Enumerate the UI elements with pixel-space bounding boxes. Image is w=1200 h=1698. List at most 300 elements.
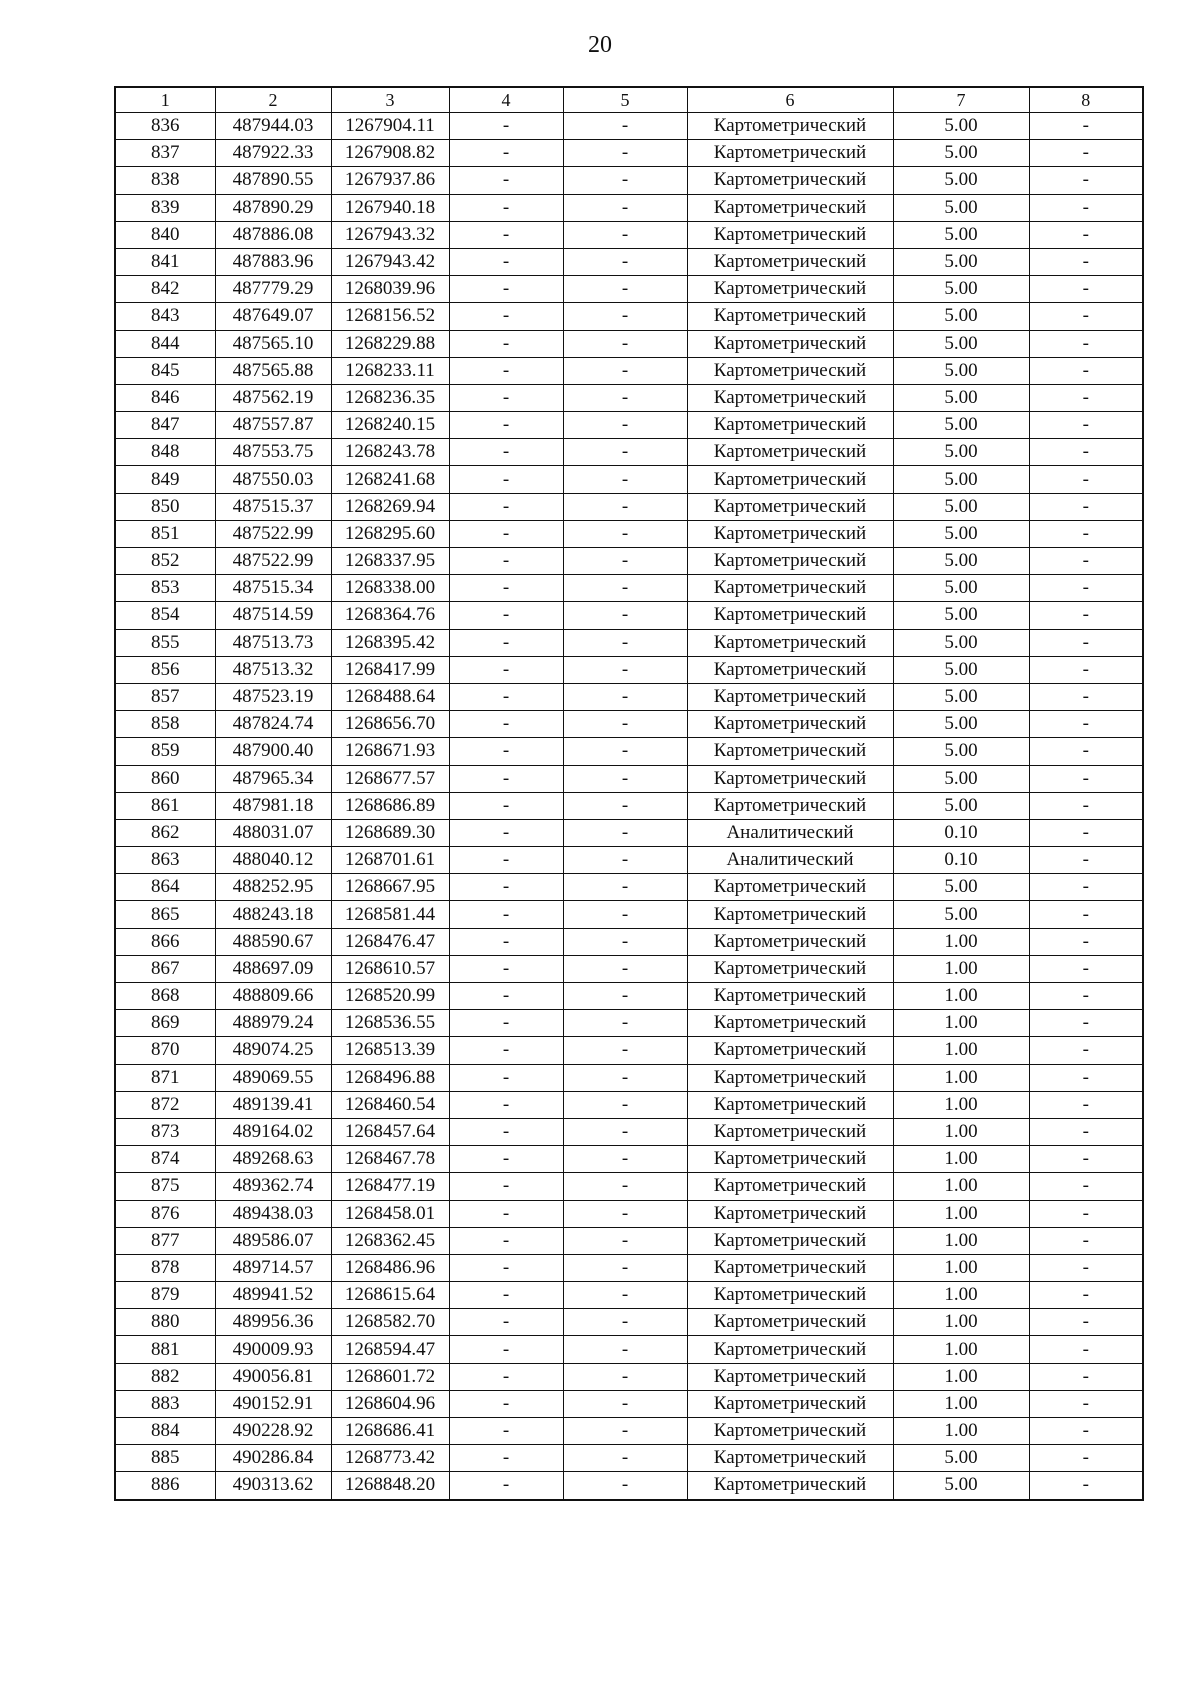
- column-5-cell: -: [563, 221, 687, 248]
- column-5-cell: -: [563, 955, 687, 982]
- point-number-cell: 870: [115, 1037, 215, 1064]
- accuracy-cell: 5.00: [893, 656, 1029, 683]
- x-coordinate-cell: 490228.92: [215, 1418, 331, 1445]
- accuracy-cell: 1.00: [893, 1363, 1029, 1390]
- x-coordinate-cell: 490286.84: [215, 1445, 331, 1472]
- column-5-cell: -: [563, 439, 687, 466]
- column-4-cell: -: [449, 901, 563, 928]
- column-4-cell: -: [449, 928, 563, 955]
- column-8-cell: -: [1029, 1445, 1143, 1472]
- column-4-cell: -: [449, 1282, 563, 1309]
- column-5-cell: -: [563, 466, 687, 493]
- y-coordinate-cell: 1268520.99: [331, 983, 449, 1010]
- table-row: [115, 412, 1143, 439]
- method-cell: Картометрический: [687, 221, 893, 248]
- accuracy-cell: 1.00: [893, 1173, 1029, 1200]
- accuracy-cell: 5.00: [893, 412, 1029, 439]
- column-8-cell: -: [1029, 276, 1143, 303]
- table-row: [115, 1336, 1143, 1363]
- column-4-cell: -: [449, 1064, 563, 1091]
- column-5-cell: -: [563, 1390, 687, 1417]
- y-coordinate-cell: 1268477.19: [331, 1173, 449, 1200]
- accuracy-cell: 1.00: [893, 1010, 1029, 1037]
- x-coordinate-cell: 489139.41: [215, 1091, 331, 1118]
- accuracy-cell: 1.00: [893, 1118, 1029, 1145]
- table-row: [115, 901, 1143, 928]
- y-coordinate-cell: 1268240.15: [331, 412, 449, 439]
- table-row: [115, 384, 1143, 411]
- table-row: [115, 493, 1143, 520]
- column-8-cell: -: [1029, 1173, 1143, 1200]
- method-cell: Аналитический: [687, 819, 893, 846]
- method-cell: Картометрический: [687, 330, 893, 357]
- column-4-cell: -: [449, 1227, 563, 1254]
- x-coordinate-cell: 487824.74: [215, 711, 331, 738]
- column-5-cell: -: [563, 1418, 687, 1445]
- accuracy-cell: 1.00: [893, 1309, 1029, 1336]
- y-coordinate-cell: 1268686.41: [331, 1418, 449, 1445]
- table-row: [115, 1118, 1143, 1145]
- y-coordinate-cell: 1268156.52: [331, 303, 449, 330]
- table-row: [115, 1146, 1143, 1173]
- table-row: [115, 303, 1143, 330]
- method-cell: Картометрический: [687, 1064, 893, 1091]
- point-number-cell: 862: [115, 819, 215, 846]
- column-4-cell: -: [449, 711, 563, 738]
- column-8-cell: -: [1029, 1200, 1143, 1227]
- accuracy-cell: 0.10: [893, 819, 1029, 846]
- point-number-cell: 874: [115, 1146, 215, 1173]
- accuracy-cell: 5.00: [893, 683, 1029, 710]
- table-row: [115, 439, 1143, 466]
- y-coordinate-cell: 1268229.88: [331, 330, 449, 357]
- point-number-cell: 855: [115, 629, 215, 656]
- y-coordinate-cell: 1268594.47: [331, 1336, 449, 1363]
- point-number-cell: 840: [115, 221, 215, 248]
- point-number-cell: 881: [115, 1336, 215, 1363]
- table-row: [115, 466, 1143, 493]
- table-row: [115, 819, 1143, 846]
- method-cell: Картометрический: [687, 1472, 893, 1500]
- column-5-cell: -: [563, 711, 687, 738]
- column-4-cell: -: [449, 548, 563, 575]
- point-number-cell: 876: [115, 1200, 215, 1227]
- point-number-cell: 885: [115, 1445, 215, 1472]
- column-8-cell: -: [1029, 1146, 1143, 1173]
- x-coordinate-cell: 490313.62: [215, 1472, 331, 1500]
- x-coordinate-cell: 489956.36: [215, 1309, 331, 1336]
- method-cell: Картометрический: [687, 1336, 893, 1363]
- x-coordinate-cell: 488252.95: [215, 874, 331, 901]
- column-5-cell: -: [563, 629, 687, 656]
- point-number-cell: 860: [115, 765, 215, 792]
- table-row: [115, 602, 1143, 629]
- column-5-cell: -: [563, 194, 687, 221]
- method-cell: Картометрический: [687, 901, 893, 928]
- x-coordinate-cell: 489074.25: [215, 1037, 331, 1064]
- table-row: [115, 1010, 1143, 1037]
- point-number-cell: 865: [115, 901, 215, 928]
- column-5-cell: -: [563, 1309, 687, 1336]
- x-coordinate-cell: 487553.75: [215, 439, 331, 466]
- x-coordinate-cell: 489714.57: [215, 1254, 331, 1281]
- column-4-cell: -: [449, 792, 563, 819]
- accuracy-cell: 1.00: [893, 1227, 1029, 1254]
- method-cell: Картометрический: [687, 602, 893, 629]
- x-coordinate-cell: 489438.03: [215, 1200, 331, 1227]
- column-4-cell: -: [449, 384, 563, 411]
- x-coordinate-cell: 489069.55: [215, 1064, 331, 1091]
- column-8-cell: -: [1029, 1010, 1143, 1037]
- column-5-cell: -: [563, 819, 687, 846]
- column-4-cell: -: [449, 1091, 563, 1118]
- point-number-cell: 883: [115, 1390, 215, 1417]
- table-row: [115, 1445, 1143, 1472]
- point-number-cell: 845: [115, 357, 215, 384]
- method-cell: Картометрический: [687, 1200, 893, 1227]
- y-coordinate-cell: 1267940.18: [331, 194, 449, 221]
- column-4-cell: -: [449, 1010, 563, 1037]
- method-cell: Картометрический: [687, 248, 893, 275]
- x-coordinate-cell: 487550.03: [215, 466, 331, 493]
- method-cell: Аналитический: [687, 847, 893, 874]
- y-coordinate-cell: 1268236.35: [331, 384, 449, 411]
- column-8-cell: -: [1029, 955, 1143, 982]
- y-coordinate-cell: 1268395.42: [331, 629, 449, 656]
- column-5-cell: -: [563, 765, 687, 792]
- accuracy-cell: 1.00: [893, 1091, 1029, 1118]
- point-number-cell: 841: [115, 248, 215, 275]
- method-cell: Картометрический: [687, 194, 893, 221]
- column-5-cell: -: [563, 384, 687, 411]
- accuracy-cell: 5.00: [893, 602, 1029, 629]
- method-cell: Картометрический: [687, 113, 893, 140]
- column-5-cell: -: [563, 683, 687, 710]
- method-cell: Картометрический: [687, 493, 893, 520]
- method-cell: Картометрический: [687, 520, 893, 547]
- method-cell: Картометрический: [687, 765, 893, 792]
- point-number-cell: 839: [115, 194, 215, 221]
- y-coordinate-cell: 1268581.44: [331, 901, 449, 928]
- x-coordinate-cell: 487522.99: [215, 548, 331, 575]
- x-coordinate-cell: 487562.19: [215, 384, 331, 411]
- column-5-cell: -: [563, 738, 687, 765]
- y-coordinate-cell: 1267908.82: [331, 140, 449, 167]
- column-8-cell: -: [1029, 1118, 1143, 1145]
- accuracy-cell: 5.00: [893, 493, 1029, 520]
- point-number-cell: 867: [115, 955, 215, 982]
- column-8-cell: -: [1029, 439, 1143, 466]
- accuracy-cell: 1.00: [893, 1146, 1029, 1173]
- column-8-cell: -: [1029, 575, 1143, 602]
- x-coordinate-cell: 488031.07: [215, 819, 331, 846]
- point-number-cell: 886: [115, 1472, 215, 1500]
- table-row: [115, 575, 1143, 602]
- point-number-cell: 857: [115, 683, 215, 710]
- table-row: [115, 847, 1143, 874]
- method-cell: Картометрический: [687, 711, 893, 738]
- method-cell: Картометрический: [687, 439, 893, 466]
- column-4-cell: -: [449, 765, 563, 792]
- column-4-cell: -: [449, 1390, 563, 1417]
- accuracy-cell: 1.00: [893, 1254, 1029, 1281]
- table-row: [115, 955, 1143, 982]
- x-coordinate-cell: 489362.74: [215, 1173, 331, 1200]
- y-coordinate-cell: 1268667.95: [331, 874, 449, 901]
- column-8-cell: -: [1029, 819, 1143, 846]
- column-4-cell: -: [449, 1418, 563, 1445]
- x-coordinate-cell: 488979.24: [215, 1010, 331, 1037]
- y-coordinate-cell: 1268610.57: [331, 955, 449, 982]
- y-coordinate-cell: 1268677.57: [331, 765, 449, 792]
- x-coordinate-cell: 488040.12: [215, 847, 331, 874]
- column-4-cell: -: [449, 874, 563, 901]
- accuracy-cell: 5.00: [893, 792, 1029, 819]
- column-4-cell: -: [449, 276, 563, 303]
- column-8-cell: -: [1029, 1390, 1143, 1417]
- y-coordinate-cell: 1268686.89: [331, 792, 449, 819]
- column-4-cell: -: [449, 1173, 563, 1200]
- column-5-cell: -: [563, 1282, 687, 1309]
- y-coordinate-cell: 1268488.64: [331, 683, 449, 710]
- column-4-cell: -: [449, 1200, 563, 1227]
- x-coordinate-cell: 487513.32: [215, 656, 331, 683]
- column-8-cell: -: [1029, 1064, 1143, 1091]
- method-cell: Картометрический: [687, 167, 893, 194]
- column-4-cell: -: [449, 439, 563, 466]
- y-coordinate-cell: 1268604.96: [331, 1390, 449, 1417]
- column-8-cell: -: [1029, 113, 1143, 140]
- y-coordinate-cell: 1268773.42: [331, 1445, 449, 1472]
- column-5-cell: -: [563, 412, 687, 439]
- accuracy-cell: 1.00: [893, 1282, 1029, 1309]
- column-header-4: 4: [449, 87, 563, 113]
- method-cell: Картометрический: [687, 792, 893, 819]
- accuracy-cell: 5.00: [893, 629, 1029, 656]
- method-cell: Картометрический: [687, 1309, 893, 1336]
- column-8-cell: -: [1029, 683, 1143, 710]
- method-cell: Картометрический: [687, 1146, 893, 1173]
- x-coordinate-cell: 487522.99: [215, 520, 331, 547]
- x-coordinate-cell: 487883.96: [215, 248, 331, 275]
- column-8-cell: -: [1029, 1336, 1143, 1363]
- column-8-cell: -: [1029, 330, 1143, 357]
- column-5-cell: -: [563, 575, 687, 602]
- point-number-cell: 869: [115, 1010, 215, 1037]
- table-row: [115, 711, 1143, 738]
- column-5-cell: -: [563, 1254, 687, 1281]
- x-coordinate-cell: 489941.52: [215, 1282, 331, 1309]
- y-coordinate-cell: 1268295.60: [331, 520, 449, 547]
- column-4-cell: -: [449, 221, 563, 248]
- table-row: [115, 792, 1143, 819]
- accuracy-cell: 5.00: [893, 140, 1029, 167]
- accuracy-cell: 1.00: [893, 1390, 1029, 1417]
- method-cell: Картометрический: [687, 1227, 893, 1254]
- column-5-cell: -: [563, 901, 687, 928]
- table-row: [115, 765, 1143, 792]
- point-number-cell: 866: [115, 928, 215, 955]
- y-coordinate-cell: 1268269.94: [331, 493, 449, 520]
- point-number-cell: 856: [115, 656, 215, 683]
- table-row: [115, 1064, 1143, 1091]
- table-row: [115, 548, 1143, 575]
- point-number-cell: 849: [115, 466, 215, 493]
- column-8-cell: -: [1029, 1227, 1143, 1254]
- column-5-cell: -: [563, 1010, 687, 1037]
- accuracy-cell: 5.00: [893, 1472, 1029, 1500]
- x-coordinate-cell: 487900.40: [215, 738, 331, 765]
- column-5-cell: -: [563, 520, 687, 547]
- column-5-cell: -: [563, 1363, 687, 1390]
- method-cell: Картометрический: [687, 1445, 893, 1472]
- column-8-cell: -: [1029, 1037, 1143, 1064]
- y-coordinate-cell: 1267943.42: [331, 248, 449, 275]
- column-5-cell: -: [563, 276, 687, 303]
- y-coordinate-cell: 1268364.76: [331, 602, 449, 629]
- column-4-cell: -: [449, 847, 563, 874]
- column-header-5: 5: [563, 87, 687, 113]
- point-number-cell: 873: [115, 1118, 215, 1145]
- column-8-cell: -: [1029, 466, 1143, 493]
- column-5-cell: -: [563, 874, 687, 901]
- column-5-cell: -: [563, 1173, 687, 1200]
- column-8-cell: -: [1029, 847, 1143, 874]
- point-number-cell: 859: [115, 738, 215, 765]
- column-8-cell: -: [1029, 248, 1143, 275]
- column-5-cell: -: [563, 248, 687, 275]
- column-4-cell: -: [449, 738, 563, 765]
- column-8-cell: -: [1029, 384, 1143, 411]
- column-8-cell: -: [1029, 357, 1143, 384]
- y-coordinate-cell: 1268039.96: [331, 276, 449, 303]
- column-5-cell: -: [563, 140, 687, 167]
- method-cell: Картометрический: [687, 738, 893, 765]
- accuracy-cell: 5.00: [893, 276, 1029, 303]
- method-cell: Картометрический: [687, 303, 893, 330]
- column-5-cell: -: [563, 1037, 687, 1064]
- column-8-cell: -: [1029, 1363, 1143, 1390]
- table-row: [115, 1254, 1143, 1281]
- y-coordinate-cell: 1268337.95: [331, 548, 449, 575]
- column-8-cell: -: [1029, 493, 1143, 520]
- column-4-cell: -: [449, 466, 563, 493]
- coordinates-table: [114, 86, 1144, 1501]
- y-coordinate-cell: 1268848.20: [331, 1472, 449, 1500]
- column-5-cell: -: [563, 548, 687, 575]
- point-number-cell: 844: [115, 330, 215, 357]
- table-row: [115, 1390, 1143, 1417]
- x-coordinate-cell: 488697.09: [215, 955, 331, 982]
- x-coordinate-cell: 488809.66: [215, 983, 331, 1010]
- column-4-cell: -: [449, 303, 563, 330]
- column-4-cell: -: [449, 1037, 563, 1064]
- accuracy-cell: 5.00: [893, 711, 1029, 738]
- method-cell: Картометрический: [687, 1254, 893, 1281]
- column-8-cell: -: [1029, 1309, 1143, 1336]
- column-4-cell: -: [449, 1254, 563, 1281]
- column-4-cell: -: [449, 167, 563, 194]
- method-cell: Картометрический: [687, 1037, 893, 1064]
- point-number-cell: 871: [115, 1064, 215, 1091]
- accuracy-cell: 5.00: [893, 575, 1029, 602]
- x-coordinate-cell: 487514.59: [215, 602, 331, 629]
- method-cell: Картометрический: [687, 357, 893, 384]
- column-8-cell: -: [1029, 765, 1143, 792]
- accuracy-cell: 5.00: [893, 738, 1029, 765]
- column-8-cell: -: [1029, 167, 1143, 194]
- column-4-cell: -: [449, 1445, 563, 1472]
- column-5-cell: -: [563, 1445, 687, 1472]
- point-number-cell: 858: [115, 711, 215, 738]
- accuracy-cell: 5.00: [893, 221, 1029, 248]
- method-cell: Картометрический: [687, 1091, 893, 1118]
- x-coordinate-cell: 487886.08: [215, 221, 331, 248]
- x-coordinate-cell: 488243.18: [215, 901, 331, 928]
- column-4-cell: -: [449, 330, 563, 357]
- accuracy-cell: 5.00: [893, 330, 1029, 357]
- column-5-cell: -: [563, 1146, 687, 1173]
- accuracy-cell: 5.00: [893, 303, 1029, 330]
- point-number-cell: 879: [115, 1282, 215, 1309]
- x-coordinate-cell: 487565.88: [215, 357, 331, 384]
- point-number-cell: 850: [115, 493, 215, 520]
- x-coordinate-cell: 487515.34: [215, 575, 331, 602]
- method-cell: Картометрический: [687, 466, 893, 493]
- x-coordinate-cell: 490152.91: [215, 1390, 331, 1417]
- accuracy-cell: 5.00: [893, 1445, 1029, 1472]
- column-5-cell: -: [563, 847, 687, 874]
- x-coordinate-cell: 487557.87: [215, 412, 331, 439]
- point-number-cell: 880: [115, 1309, 215, 1336]
- accuracy-cell: 5.00: [893, 113, 1029, 140]
- y-coordinate-cell: 1268615.64: [331, 1282, 449, 1309]
- accuracy-cell: 5.00: [893, 194, 1029, 221]
- y-coordinate-cell: 1268701.61: [331, 847, 449, 874]
- x-coordinate-cell: 487890.29: [215, 194, 331, 221]
- x-coordinate-cell: 487944.03: [215, 113, 331, 140]
- x-coordinate-cell: 490009.93: [215, 1336, 331, 1363]
- y-coordinate-cell: 1267904.11: [331, 113, 449, 140]
- column-4-cell: -: [449, 113, 563, 140]
- column-5-cell: -: [563, 792, 687, 819]
- y-coordinate-cell: 1268233.11: [331, 357, 449, 384]
- column-4-cell: -: [449, 629, 563, 656]
- y-coordinate-cell: 1267937.86: [331, 167, 449, 194]
- y-coordinate-cell: 1268467.78: [331, 1146, 449, 1173]
- column-8-cell: -: [1029, 656, 1143, 683]
- column-8-cell: -: [1029, 1418, 1143, 1445]
- column-5-cell: -: [563, 928, 687, 955]
- point-number-cell: 843: [115, 303, 215, 330]
- column-header-2: 2: [215, 87, 331, 113]
- accuracy-cell: 5.00: [893, 248, 1029, 275]
- accuracy-cell: 5.00: [893, 520, 1029, 547]
- accuracy-cell: 5.00: [893, 439, 1029, 466]
- table-row: [115, 1091, 1143, 1118]
- accuracy-cell: 5.00: [893, 466, 1029, 493]
- accuracy-cell: 1.00: [893, 983, 1029, 1010]
- method-cell: Картометрический: [687, 1418, 893, 1445]
- point-number-cell: 837: [115, 140, 215, 167]
- accuracy-cell: 5.00: [893, 167, 1029, 194]
- column-8-cell: -: [1029, 520, 1143, 547]
- point-number-cell: 872: [115, 1091, 215, 1118]
- method-cell: Картометрический: [687, 1010, 893, 1037]
- column-5-cell: -: [563, 1227, 687, 1254]
- method-cell: Картометрический: [687, 656, 893, 683]
- column-8-cell: -: [1029, 140, 1143, 167]
